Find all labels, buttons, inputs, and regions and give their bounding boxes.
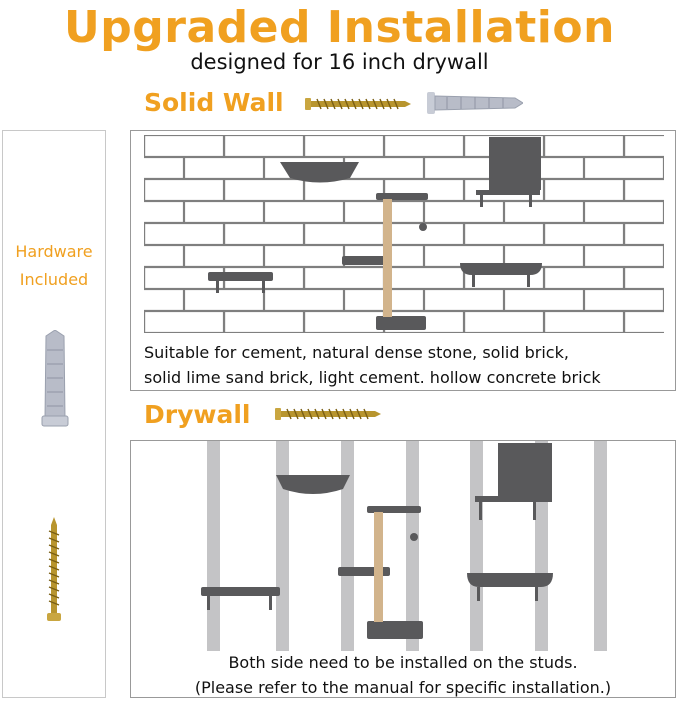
solid-wall-description — [144, 340, 674, 390]
screw-icon — [275, 404, 381, 424]
sisal-post — [383, 199, 392, 317]
stud — [207, 441, 220, 651]
hardware-label-line1: Hardware — [15, 242, 93, 261]
solid-wall-label: Solid Wall — [144, 88, 284, 117]
drywall-description — [131, 650, 675, 700]
wall-anchor-icon — [427, 90, 523, 116]
brick-wall-illustration — [144, 135, 664, 333]
drywall-label: Drywall — [144, 400, 251, 429]
drywall-illustration — [131, 441, 675, 651]
hardware-label-line2: Included — [19, 270, 89, 289]
drywall-text-line1: Both side need to be installed on the studs. — [228, 653, 578, 672]
stud — [470, 441, 483, 651]
box-bed-base — [476, 190, 540, 195]
box-bed — [489, 137, 541, 190]
box-bed — [498, 443, 552, 499]
page-subtitle: designed for 16 inch drywall — [190, 50, 489, 74]
stud — [594, 441, 607, 651]
drywall-text-line2: (Please refer to the manual for specific installation.) — [194, 678, 612, 697]
solid-wall-text-line2: solid lime sand brick, light cement. hollow concrete brick — [144, 368, 601, 387]
sisal-post — [374, 512, 383, 622]
stud — [406, 441, 419, 651]
box-bed-base — [475, 496, 552, 502]
screw-icon — [305, 94, 411, 114]
solid-wall-text-line1: Suitable for cement, natural dense stone, solid brick, — [144, 343, 569, 362]
page-title: Upgraded Installation — [64, 2, 615, 53]
screw-icon — [44, 517, 64, 623]
wall-anchor-icon — [40, 330, 70, 428]
stud — [341, 441, 354, 651]
hardware-label — [2, 238, 106, 294]
stud — [276, 441, 289, 651]
